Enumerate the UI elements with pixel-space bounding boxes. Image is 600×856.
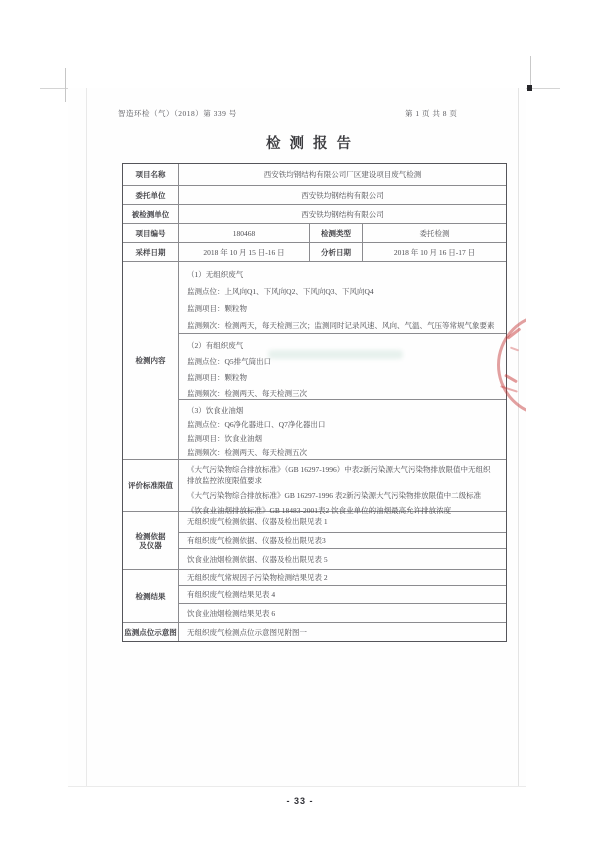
report-number: 智造环检（气）（2018）第 339 号 xyxy=(118,109,237,118)
pdf-page-number: - 33 - xyxy=(286,796,314,806)
result-item: 有组织废气检测结果见表 4 xyxy=(179,586,506,605)
row-label: 检测内容 xyxy=(123,262,179,459)
content-sections xyxy=(179,262,506,459)
table-row xyxy=(123,164,506,186)
table-row xyxy=(123,186,506,205)
content-line: （3）饮食业油烟 xyxy=(187,406,244,415)
scanned-page xyxy=(68,88,526,786)
result-subrows xyxy=(179,570,506,622)
content-line: 监测项目：颗粒物 xyxy=(187,304,247,313)
content-line: 监测频次：检测两天、每天检测三次 xyxy=(187,389,307,398)
content-line: 监测点位：Q6净化器进口、Q7净化器出口 xyxy=(187,420,326,429)
basis-subrows xyxy=(179,512,506,569)
content-section-3 xyxy=(179,400,506,460)
red-seal-stamp xyxy=(492,315,526,421)
page-bottom-edge xyxy=(68,786,526,787)
table-row xyxy=(123,243,506,262)
row-value-2: 委托检测 xyxy=(419,228,450,238)
table-row-standards xyxy=(123,460,506,515)
row-label-line: 检测依据 xyxy=(135,531,166,541)
row-label-2: 分析日期 xyxy=(309,243,363,261)
row-value: 西安铁均钢结构有限公司厂区建设项目废气检测 xyxy=(263,170,422,179)
content-section-1 xyxy=(179,262,506,334)
row-value: 西安铁均钢结构有限公司 xyxy=(301,190,384,200)
crop-mark-top-left-icon xyxy=(65,68,66,102)
page-number-indicator: 第 1 页 共 8 页 xyxy=(405,109,458,118)
row-label: 委托单位 xyxy=(123,186,179,204)
row-value: 西安铁均钢结构有限公司 xyxy=(301,209,384,219)
content-line: （2）有组织废气 xyxy=(187,341,244,350)
seal-circle-icon xyxy=(497,315,526,417)
row-value: 2018 年 10 月 15 日-16 日 xyxy=(203,247,285,257)
crop-mark-dot-icon xyxy=(527,85,532,91)
row-value: 无组织废气检测点位示意图见附图一 xyxy=(187,627,307,637)
content-line: 监测项目：颗粒物 xyxy=(187,373,247,382)
content-line: 监测频次：检测两天、每天检测五次 xyxy=(187,448,307,457)
content-section-2 xyxy=(179,334,506,400)
row-label xyxy=(123,512,179,569)
content-line: 监测项目：饮食业油烟 xyxy=(187,434,262,443)
row-label-2: 检测类型 xyxy=(309,224,363,242)
page-title: 检测报告 xyxy=(266,136,360,152)
table-row xyxy=(123,205,506,224)
row-label: 项目名称 xyxy=(123,164,179,185)
paper-edge-right xyxy=(518,88,519,786)
row-label-line: 及仪器 xyxy=(139,540,162,550)
basis-item: 无组织废气检测依据、仪器及检出限见表 1 xyxy=(179,512,506,533)
standard-item: 《饮食业油烟排放标准》GB 18483-2001表2 饮食业单位的油烟最高允许排放浓度 xyxy=(187,506,452,515)
table-row xyxy=(123,224,506,243)
result-item: 饮食业油烟检测结果见表 6 xyxy=(187,608,276,618)
table-row-results xyxy=(123,570,506,623)
content-line: 监测频次：检测两天，每天检测三次；监测同时记录风速、风向、气温、气压等常规气象要素 xyxy=(187,321,495,330)
table-row-diagram xyxy=(123,623,506,641)
content-line: （1）无组织废气 xyxy=(187,270,244,279)
content-line: 监测点位：上风向Q1、下风向Q2、下风向Q3、下风向Q4 xyxy=(187,287,374,296)
table-row-basis xyxy=(123,512,506,570)
basis-item: 有组织废气检测依据、仪器及检出限见表3 xyxy=(179,533,506,550)
standard-item: 《大气污染物综合排放标准》GB 16297-1996 表2新污染源大气污染物排放限值中二级标准 xyxy=(187,491,482,500)
report-summary-table xyxy=(122,163,507,642)
row-value-2: 2018 年 10 月 16 日-17 日 xyxy=(393,247,476,257)
row-label: 采样日期 xyxy=(123,243,179,261)
standards-list xyxy=(179,460,506,515)
content-line: 监测点位：Q5排气筒出口 xyxy=(187,357,272,366)
row-label: 项目编号 xyxy=(123,224,179,242)
standard-item: 《大气污染物综合排放标准》（GB 16297-1996）中表2新污染源大气污染物排放限值中无组织排放监控浓度限值要求 xyxy=(187,465,491,485)
paper-edge-left xyxy=(86,88,87,786)
ink-bleed-smudge xyxy=(268,350,403,359)
row-label: 监测点位示意图 xyxy=(123,623,179,641)
row-label: 检测结果 xyxy=(123,570,179,622)
result-item: 无组织废气常规因子污染物检测结果见表 2 xyxy=(179,570,506,586)
basis-item: 饮食业油烟检测依据、仪器及检出限见表 5 xyxy=(187,554,328,564)
row-label: 评价标准限值 xyxy=(123,460,179,511)
table-row-content xyxy=(123,262,506,460)
row-label: 被检测单位 xyxy=(123,205,179,223)
row-value: 180468 xyxy=(232,228,256,238)
